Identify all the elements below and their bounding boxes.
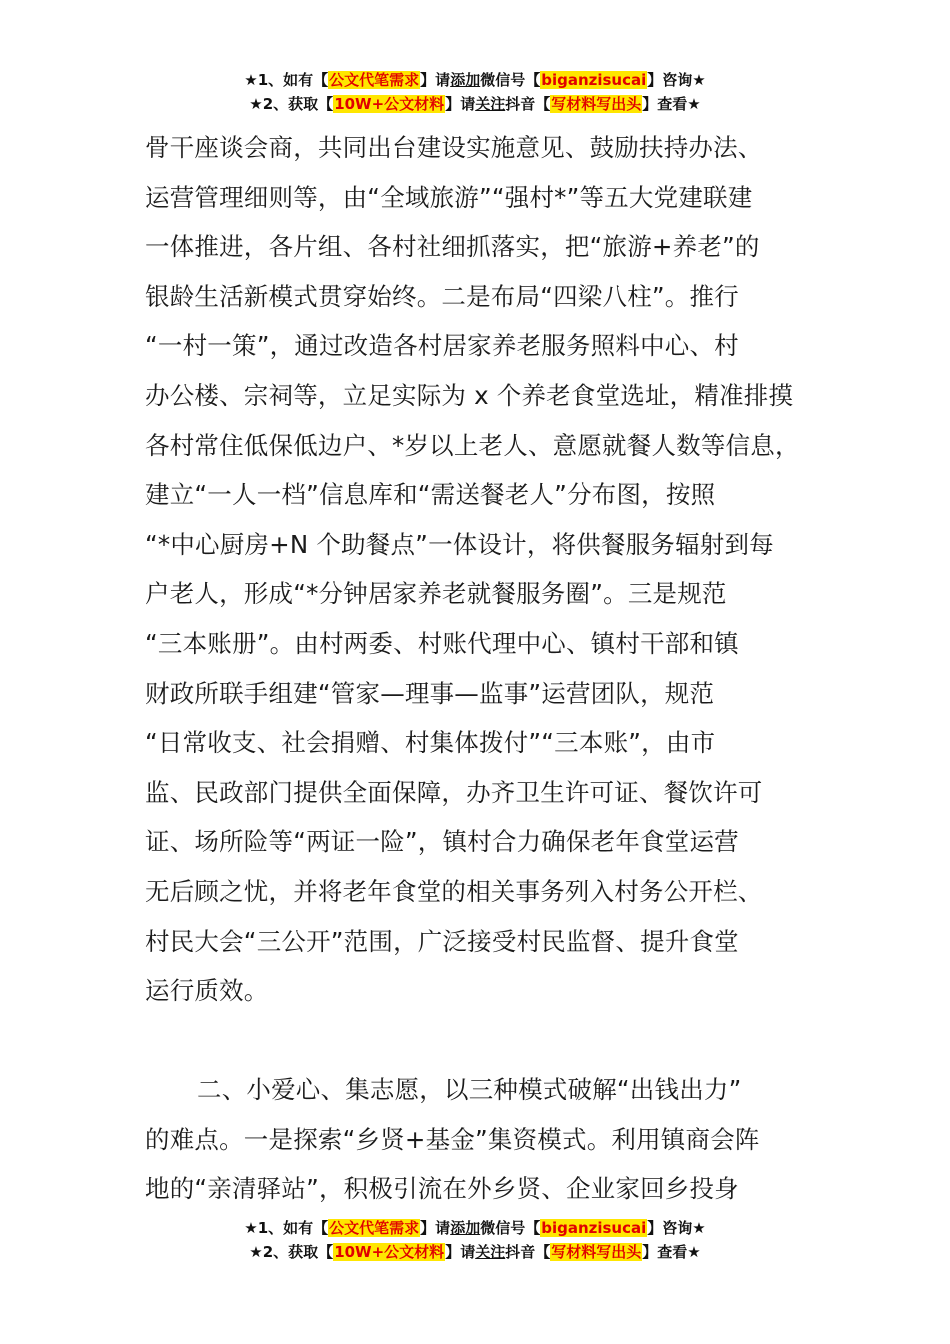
highlight-douyin: 写材料写出头 [551, 95, 642, 113]
section-heading-line: 二、小爱心、集志愿，以三种模式破解“出钱出力” [197, 1075, 742, 1105]
body-line: 办公楼、宗祠等，立足实际为 x 个养老食堂选址，精准排摸 [145, 380, 794, 410]
body-line: 建立“一人一档”信息库和“需送餐老人”分布图，按照 [145, 480, 716, 510]
notice-underline: 关注 [475, 1243, 506, 1261]
highlight-materials: 10W+公文材料 [334, 95, 445, 113]
notice-line-2 [0, 1240, 950, 1264]
document-body [145, 123, 845, 1214]
highlight-service: 公文代笔需求 [329, 1219, 420, 1237]
body-line: 银龄生活新模式贯穿始终。二是布局“四梁八柱”。推行 [145, 281, 739, 311]
body-line: 证、场所险等“两证一险”，镇村合力确保老年食堂运营 [145, 827, 739, 857]
notice-text: 微信号【 [480, 1219, 541, 1237]
notice-text: ★2、获取【 [249, 1243, 334, 1261]
body-line: 各村常住低保低边户、*岁以上老人、意愿就餐人数等信息， [145, 430, 800, 460]
notice-line-1 [0, 68, 950, 92]
notice-text: ★2、获取【 [249, 95, 334, 113]
notice-text: 抖音【 [505, 95, 551, 113]
notice-line-2 [0, 92, 950, 116]
notice-text: 】请 [445, 1243, 476, 1261]
body-line: “*中心厨房+N 个助餐点”一体设计，将供餐服务辐射到每 [145, 529, 774, 559]
notice-text: 】咨询★ [647, 71, 706, 89]
notice-text: 抖音【 [505, 1243, 551, 1261]
highlight-wechat-id: biganzisucai [541, 71, 647, 89]
footer-notice [0, 1216, 950, 1264]
paragraph-gap [145, 1016, 845, 1066]
body-line: 户老人，形成“*分钟居家养老就餐服务圈”。三是规范 [145, 579, 727, 609]
body-line: 无后顾之忧，并将老年食堂的相关事务列入村务公开栏、 [145, 876, 763, 906]
notice-text: 】请 [420, 71, 451, 89]
body-line: 运行质效。 [145, 976, 269, 1006]
highlight-douyin: 写材料写出头 [551, 1243, 642, 1261]
notice-underline: 关注 [475, 95, 506, 113]
highlight-service: 公文代笔需求 [329, 71, 420, 89]
notice-underline: 添加 [450, 1219, 481, 1237]
body-line: “三本账册”。由村两委、村账代理中心、镇村干部和镇 [145, 628, 739, 658]
notice-text: ★1、如有【 [244, 1219, 329, 1237]
highlight-wechat-id: biganzisucai [541, 1219, 647, 1237]
notice-text: 】查看★ [642, 95, 701, 113]
notice-line-1 [0, 1216, 950, 1240]
highlight-materials: 10W+公文材料 [334, 1243, 445, 1261]
notice-text: 】咨询★ [647, 1219, 706, 1237]
body-line: 财政所联手组建“管家—理事—监事”运营团队，规范 [145, 678, 715, 708]
notice-text: 】请 [420, 1219, 451, 1237]
body-line: “日常收支、社会捐赠、村集体拨付”“三本账”，由市 [145, 728, 716, 758]
notice-text: 】请 [445, 95, 476, 113]
notice-text: ★1、如有【 [244, 71, 329, 89]
body-line: 地的“亲清驿站”，积极引流在外乡贤、企业家回乡投身 [145, 1174, 739, 1204]
body-line: 骨干座谈会商，共同出台建设实施意见、鼓励扶持办法、 [145, 133, 763, 162]
body-line: “一村一策”，通过改造各村居家养老服务照料中心、村 [145, 331, 739, 361]
notice-text: 】查看★ [642, 1243, 701, 1261]
body-line: 的难点。一是探索“乡贤+基金”集资模式。利用镇商会阵 [145, 1124, 760, 1154]
body-line: 监、民政部门提供全面保障，办齐卫生许可证、餐饮许可 [145, 777, 763, 807]
body-line: 一体推进，各片组、各村社细抓落实，把“旅游+养老”的 [145, 232, 760, 262]
body-line: 村民大会“三公开”范围，广泛接受村民监督、提升食堂 [145, 926, 739, 956]
notice-underline: 添加 [450, 71, 481, 89]
header-notice [0, 68, 950, 116]
body-line: 运营管理细则等，由“全域旅游”“强村*”等五大党建联建 [145, 182, 753, 212]
notice-text: 微信号【 [480, 71, 541, 89]
